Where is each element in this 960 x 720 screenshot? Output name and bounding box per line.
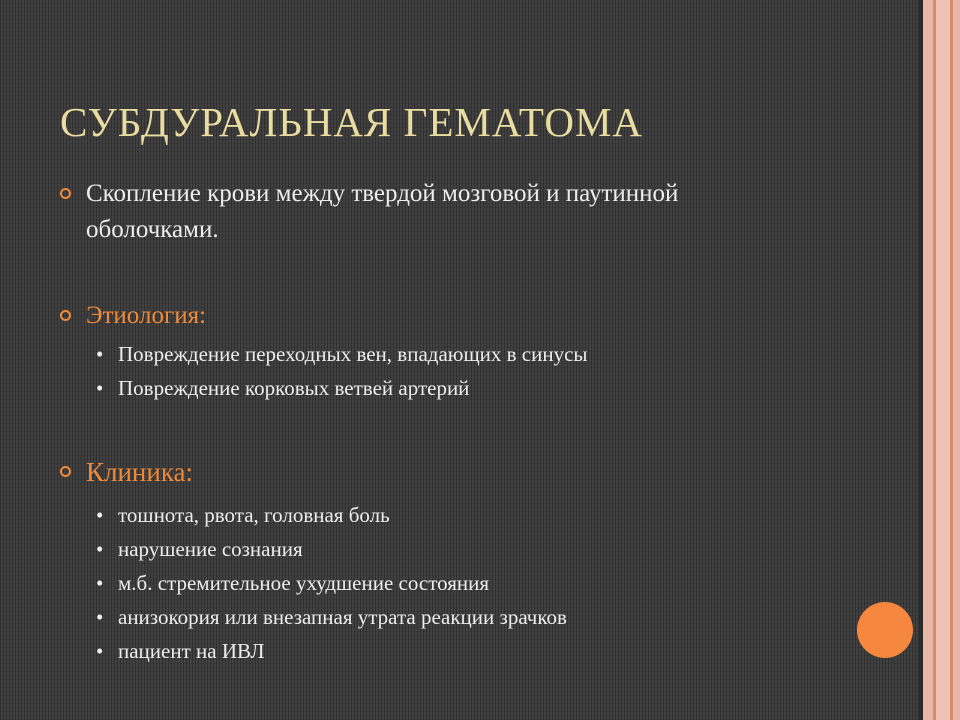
bullet-etiology [60,298,760,334]
list-item [96,374,469,402]
list-item-text: пациент на ИВЛ [118,639,265,663]
list-item [96,603,567,631]
bullet-clinic [60,454,760,490]
dot-bullet-icon: • [96,639,104,663]
list-item-text: анизокория или внезапная утрата реакции зрачков [118,605,567,629]
circle-bullet-icon [60,310,71,321]
dot-bullet-icon: • [96,342,104,366]
list-item-text: нарушение сознания [118,537,303,561]
slide-border-stripe [953,0,960,720]
slide-border-stripe [923,0,933,720]
dot-bullet-icon: • [96,503,104,527]
list-item [96,340,588,368]
dot-bullet-icon: • [96,537,104,561]
dot-bullet-icon: • [96,571,104,595]
decorative-orange-circle [857,602,913,658]
list-item [96,637,264,665]
slide-border-stripe [936,0,950,720]
dot-bullet-icon: • [96,605,104,629]
bullet-etiology-heading: Этиология: [86,302,207,329]
dot-bullet-icon: • [96,376,104,400]
list-item-text: Повреждение переходных вен, впадающих в синусы [118,342,588,366]
list-item-text: м.б. стремительное ухудшение состояния [118,571,490,595]
slide-title: СУБДУРАЛЬНАЯ ГЕМАТОМА [60,99,644,145]
bullet-clinic-heading: Клиника: [86,457,194,487]
list-item [96,569,489,597]
circle-bullet-icon [60,466,71,477]
list-item-text: тошнота, рвота, головная боль [118,503,390,527]
list-item-text: Повреждение корковых ветвей артерий [118,376,470,400]
list-item [96,535,303,563]
bullet-definition [60,176,760,248]
circle-bullet-icon [60,188,71,199]
bullet-definition-text: Скопление крови между твердой мозговой и паутинной оболочками. [86,180,679,243]
list-item [96,501,390,529]
